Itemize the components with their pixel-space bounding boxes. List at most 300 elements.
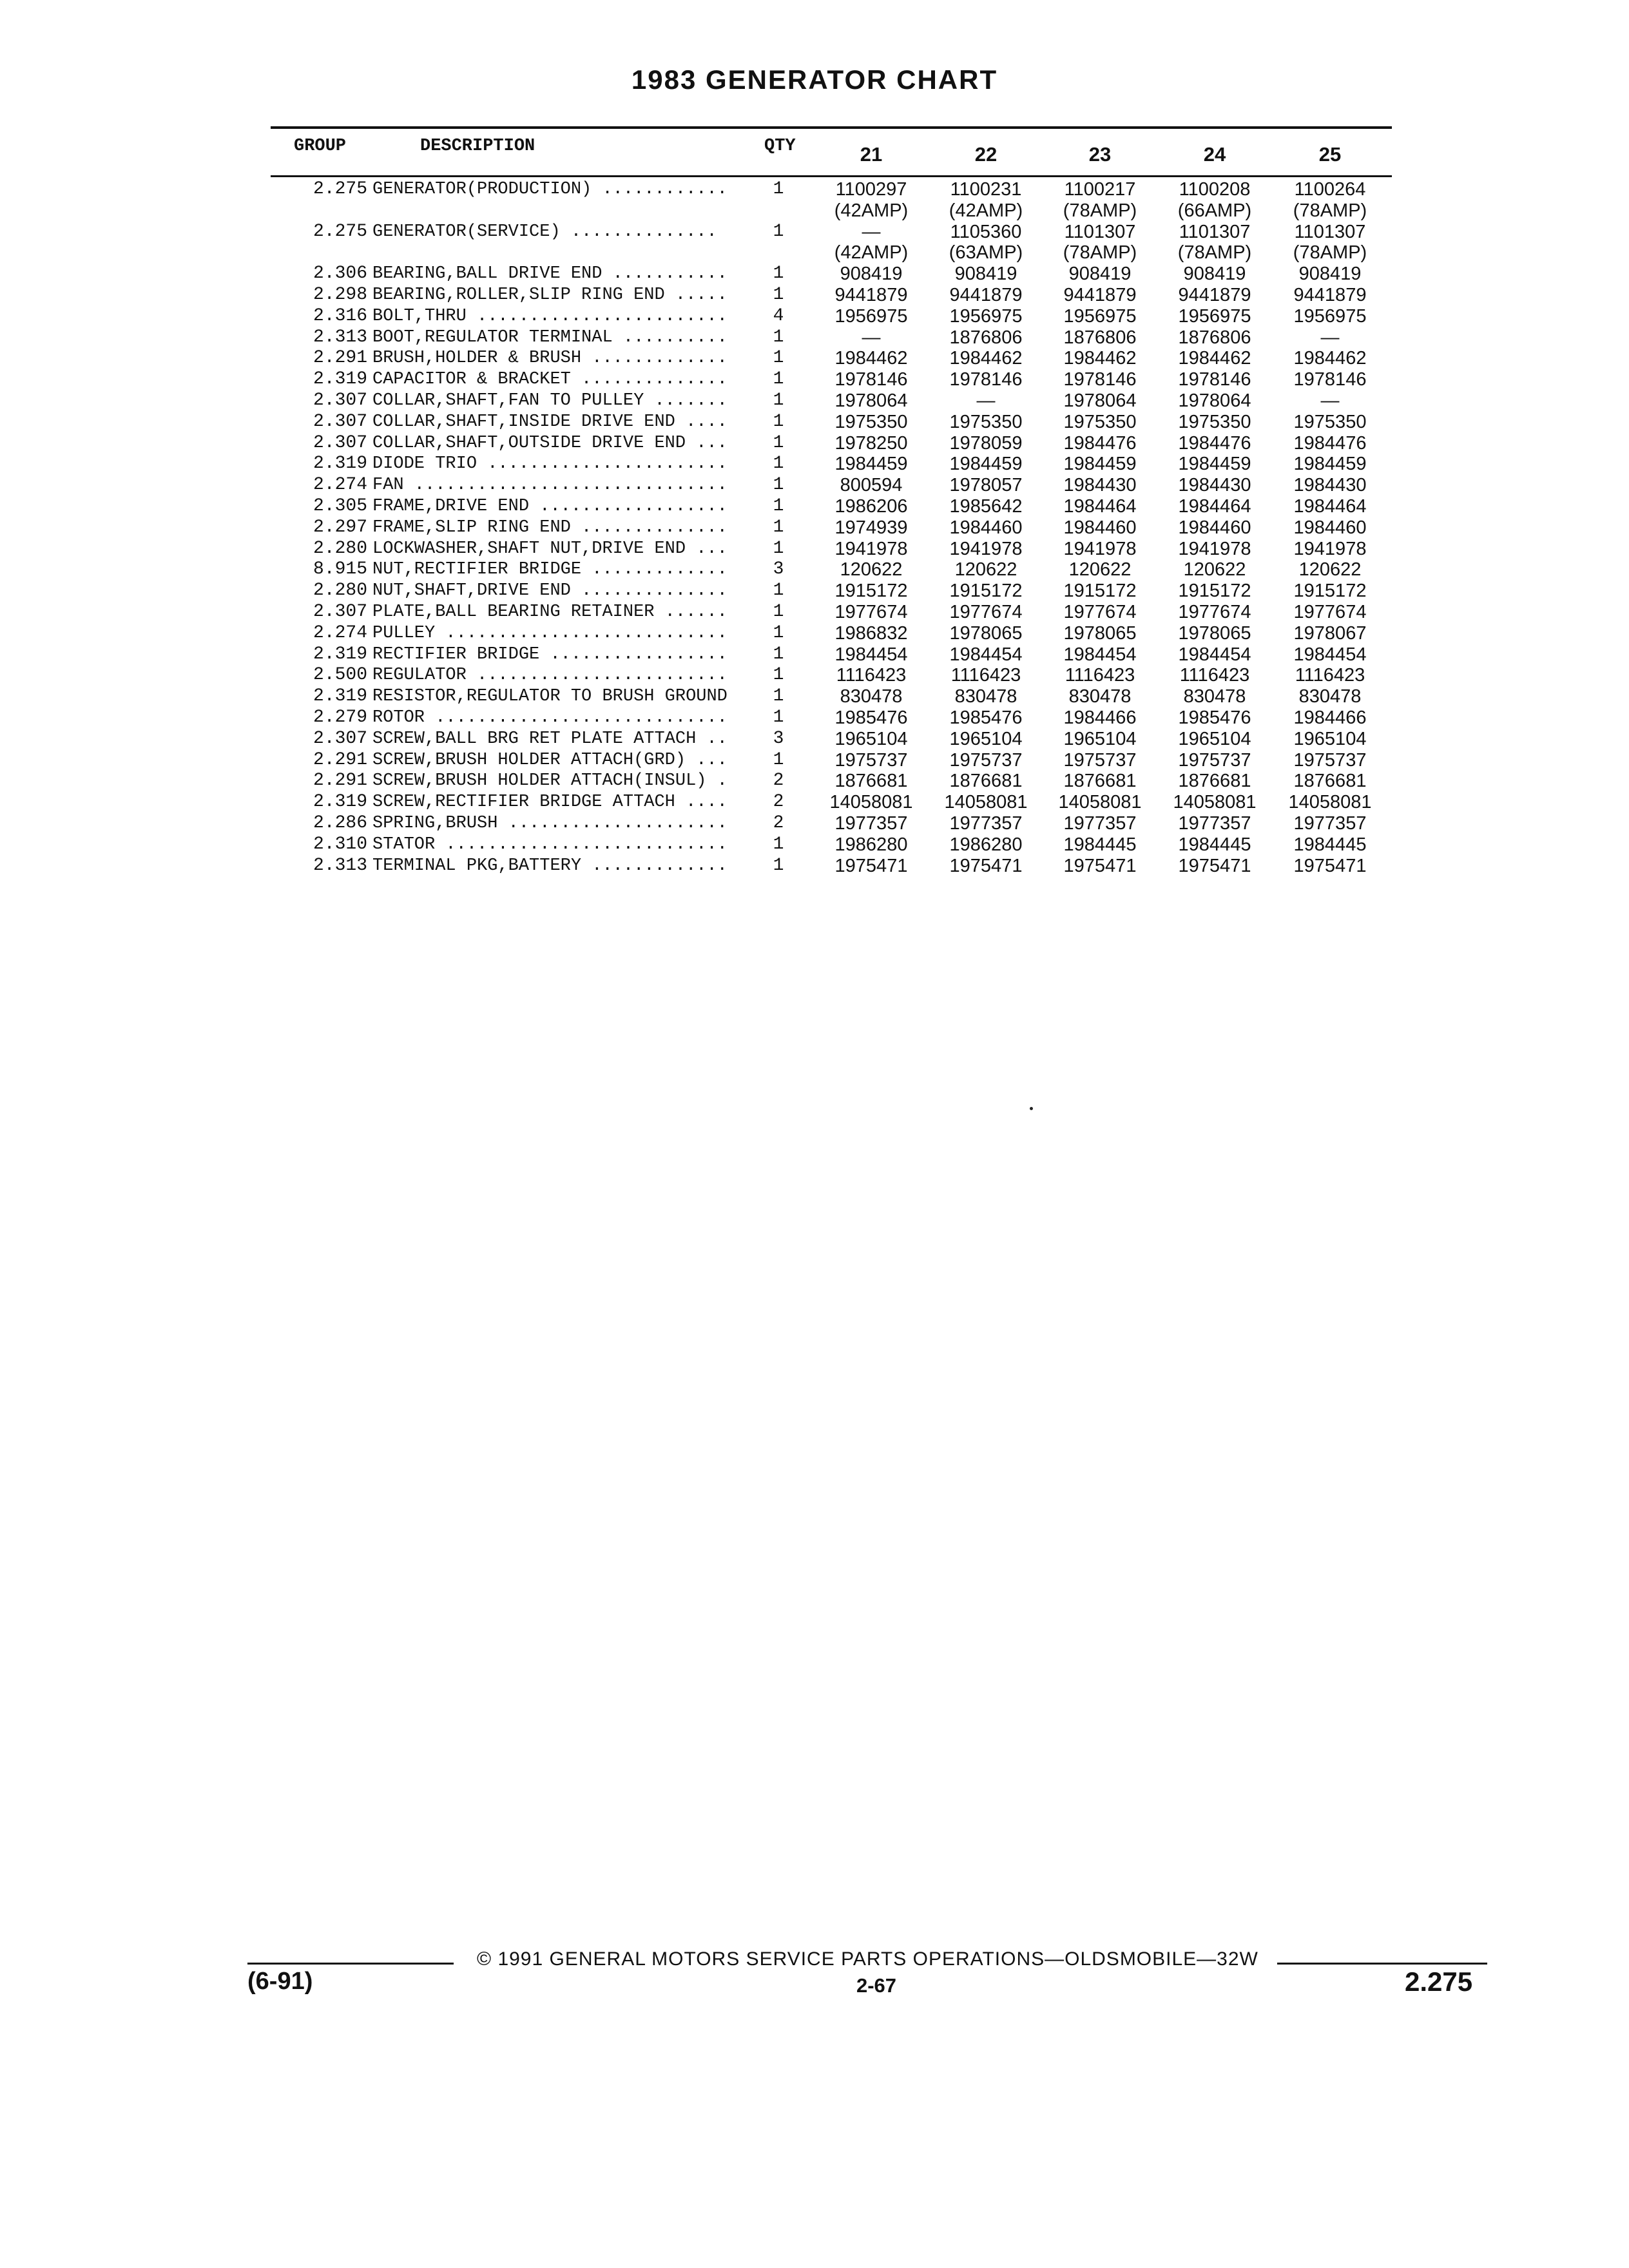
row-description: BEARING,BALL DRIVE END ........... [372, 264, 728, 284]
table-row [0, 285, 1629, 305]
row-group: 2.307 [313, 390, 367, 410]
row-value-col-22: 1105360 [950, 222, 1022, 242]
row-value-col-21: — [862, 222, 881, 242]
row-description: PLATE,BALL BEARING RETAINER ...... [372, 602, 728, 622]
row-value-col-21: (42AMP) [834, 200, 909, 221]
row-value-col-25: 1101307 [1294, 222, 1366, 242]
row-value-col-23: 1984430 [1063, 475, 1137, 495]
row-value-col-22: 1985642 [949, 496, 1023, 517]
row-qty: 1 [773, 327, 784, 347]
row-value-col-25: 1941978 [1293, 539, 1367, 559]
row-value-col-24: 1984459 [1178, 454, 1251, 474]
row-value-col-23: 1915172 [1063, 581, 1137, 601]
row-value-col-23: 1975350 [1063, 412, 1137, 432]
row-value-col-25: 1915172 [1293, 581, 1367, 601]
row-value-col-22: 1977357 [949, 813, 1023, 834]
footer-rule-right [1277, 1963, 1487, 1965]
table-row [0, 665, 1629, 686]
row-group: 2.319 [313, 686, 367, 706]
row-value-col-25: 1977674 [1293, 602, 1367, 622]
row-value-col-24: 1985476 [1178, 707, 1251, 728]
row-qty: 1 [773, 539, 784, 559]
row-value-col-22: 1975471 [949, 856, 1023, 876]
table-row [0, 623, 1629, 644]
row-value-col-22: 1978057 [949, 475, 1023, 495]
row-value-col-22: 120622 [954, 559, 1017, 580]
row-description: PULLEY ........................... [372, 624, 728, 643]
header-col-23: 23 [1088, 143, 1112, 166]
footer-date: (6-91) [247, 1968, 313, 1995]
row-value-col-23: 9441879 [1063, 285, 1137, 305]
row-value-col-22: 1941978 [949, 539, 1023, 559]
row-value-col-24: 830478 [1183, 686, 1246, 707]
row-value-col-25: (78AMP) [1293, 200, 1367, 221]
row-value-col-25: 1975471 [1293, 856, 1367, 876]
row-value-col-25: 1100264 [1294, 179, 1366, 200]
row-value-col-25: 1984459 [1293, 454, 1367, 474]
row-description: BRUSH,HOLDER & BRUSH ............. [372, 349, 728, 368]
row-value-col-25: 1975737 [1293, 750, 1367, 771]
row-value-col-24: 1915172 [1178, 581, 1251, 601]
row-value-col-21: 1974939 [834, 517, 908, 538]
row-group: 2.291 [313, 771, 367, 791]
row-value-col-24: 1956975 [1178, 306, 1251, 327]
row-group: 2.280 [313, 581, 367, 601]
row-value-col-23: 1977674 [1063, 602, 1137, 622]
row-value-col-25: — [1320, 327, 1340, 348]
row-value-col-25: 1978067 [1293, 623, 1367, 644]
row-value-col-21: 1984454 [834, 644, 908, 665]
row-value-col-21: 120622 [840, 559, 903, 580]
table-row [0, 856, 1629, 876]
row-value-col-23: 1984460 [1063, 517, 1137, 538]
row-value-col-25: 120622 [1298, 559, 1362, 580]
row-description: REGULATOR ........................ [372, 666, 728, 685]
row-description: ROTOR ............................ [372, 708, 728, 727]
row-value-col-21: 1975350 [834, 412, 908, 432]
table-row [0, 475, 1629, 495]
row-value-col-24: 1984462 [1178, 348, 1251, 369]
row-value-col-21: 1986206 [834, 496, 908, 517]
row-value-col-22: 1978065 [949, 623, 1023, 644]
row-qty: 1 [773, 433, 784, 453]
row-description: NUT,SHAFT,DRIVE END .............. [372, 581, 728, 601]
row-value-col-22: 1100231 [950, 179, 1022, 200]
row-group: 2.305 [313, 496, 367, 516]
row-value-col-25: 1876681 [1293, 771, 1367, 791]
table-row [0, 813, 1629, 834]
header-group: GROUP [294, 137, 347, 156]
row-value-col-24: 1978146 [1178, 369, 1251, 390]
row-qty: 1 [773, 644, 784, 664]
row-value-col-22: 1956975 [949, 306, 1023, 327]
row-description: NUT,RECTIFIER BRIDGE ............. [372, 560, 728, 579]
table-row [0, 834, 1629, 855]
table-row [0, 771, 1629, 791]
row-description: LOCKWASHER,SHAFT NUT,DRIVE END ... [372, 539, 728, 559]
row-qty: 1 [773, 496, 784, 516]
table-row [0, 348, 1629, 369]
table-row [0, 686, 1629, 707]
row-value-col-25: 1978146 [1293, 369, 1367, 390]
row-value-col-25: 1965104 [1293, 729, 1367, 749]
row-value-col-23: 1984462 [1063, 348, 1137, 369]
row-value-col-21: (42AMP) [834, 242, 909, 263]
row-value-col-24: 1977674 [1178, 602, 1251, 622]
row-value-col-24: 1116423 [1179, 665, 1250, 686]
row-value-col-24: 1978064 [1178, 390, 1251, 411]
row-value-col-25: 908419 [1298, 264, 1362, 284]
row-value-col-23: 1100217 [1064, 179, 1136, 200]
row-value-col-23: 1984459 [1063, 454, 1137, 474]
row-value-col-23: 1975471 [1063, 856, 1137, 876]
row-value-col-23: 830478 [1068, 686, 1132, 707]
row-group: 2.319 [313, 792, 367, 812]
row-value-col-21: 1978064 [834, 390, 908, 411]
row-value-col-24: 1984460 [1178, 517, 1251, 538]
row-value-col-22: 1986280 [949, 834, 1023, 855]
footer-rule-left [247, 1963, 454, 1965]
row-group: 2.319 [313, 369, 367, 389]
row-value-col-25: 1984460 [1293, 517, 1367, 538]
row-qty: 1 [773, 369, 784, 389]
row-value-col-22: 1984454 [949, 644, 1023, 665]
row-value-col-24: 9441879 [1178, 285, 1251, 305]
row-description: RECTIFIER BRIDGE ................. [372, 645, 728, 664]
row-value-col-22: 1965104 [949, 729, 1023, 749]
row-qty: 1 [773, 834, 784, 854]
row-qty: 1 [773, 390, 784, 410]
header-col-22: 22 [974, 143, 998, 166]
row-value-col-25: 1984462 [1293, 348, 1367, 369]
footer-section-number: 2.275 [1405, 1966, 1473, 1997]
row-value-col-23: 1977357 [1063, 813, 1137, 834]
row-value-col-23: (78AMP) [1063, 242, 1137, 263]
table-row [0, 602, 1629, 622]
row-description: BOOT,REGULATOR TERMINAL .......... [372, 328, 728, 347]
footer-copyright: © 1991 GENERAL MOTORS SERVICE PARTS OPERATIONS—OLDSMOBILE—32W [477, 1948, 1258, 1970]
row-value-col-24: 1984445 [1178, 834, 1251, 855]
row-group: 2.274 [313, 475, 367, 495]
row-group: 8.915 [313, 559, 367, 579]
row-value-col-24: 1965104 [1178, 729, 1251, 749]
row-group: 2.319 [313, 644, 367, 664]
row-qty: 2 [773, 771, 784, 791]
row-description: COLLAR,SHAFT,FAN TO PULLEY ....... [372, 391, 728, 410]
row-group: 2.275 [313, 179, 367, 199]
row-description: SCREW,BRUSH HOLDER ATTACH(GRD) ... [372, 751, 728, 770]
row-value-col-25: 9441879 [1293, 285, 1367, 305]
table-row [0, 433, 1629, 454]
row-qty: 3 [773, 559, 784, 579]
row-value-col-25: 1956975 [1293, 306, 1367, 327]
row-qty: 2 [773, 813, 784, 833]
row-description: COLLAR,SHAFT,OUTSIDE DRIVE END ... [372, 434, 728, 453]
row-value-col-22: (63AMP) [949, 242, 1023, 263]
row-value-col-23: 1116423 [1065, 665, 1135, 686]
row-value-col-25: (78AMP) [1293, 242, 1367, 263]
row-group: 2.298 [313, 285, 367, 305]
row-qty: 1 [773, 581, 784, 601]
row-value-col-23: 1876681 [1063, 771, 1137, 791]
row-qty: 1 [773, 475, 784, 495]
row-value-col-21: 1986832 [834, 623, 908, 644]
row-qty: 1 [773, 348, 784, 368]
row-value-col-23: 1984464 [1063, 496, 1137, 517]
table-row [0, 496, 1629, 517]
row-value-col-25: 14058081 [1288, 792, 1372, 812]
row-qty: 1 [773, 285, 784, 305]
row-group: 2.306 [313, 264, 367, 284]
table-row [0, 327, 1629, 348]
row-value-col-22: 1978146 [949, 369, 1023, 390]
row-qty: 1 [773, 412, 784, 432]
row-value-col-23: 1965104 [1063, 729, 1137, 749]
row-value-col-24: 1978065 [1178, 623, 1251, 644]
row-value-col-22: — [976, 390, 996, 411]
table-row [0, 539, 1629, 559]
table-row [0, 559, 1629, 580]
table-row [0, 412, 1629, 432]
table-row [0, 729, 1629, 749]
print-speck [1030, 1107, 1033, 1110]
row-value-col-21: 1978146 [834, 369, 908, 390]
row-group: 2.313 [313, 856, 367, 876]
table-row [0, 306, 1629, 327]
header-qty: QTY [764, 137, 796, 156]
row-qty: 1 [773, 602, 784, 622]
header-col-21: 21 [860, 143, 883, 166]
row-value-col-21: 1116423 [836, 665, 907, 686]
row-group: 2.313 [313, 327, 367, 347]
table-top-rule [271, 126, 1392, 129]
row-value-col-21: 1941978 [834, 539, 908, 559]
row-description: RESISTOR,REGULATOR TO BRUSH GROUND [372, 687, 728, 706]
row-value-col-21: 9441879 [834, 285, 908, 305]
row-value-col-24: 1975737 [1178, 750, 1251, 771]
row-value-col-24: 1984464 [1178, 496, 1251, 517]
row-qty: 2 [773, 792, 784, 812]
row-value-col-25: 1984464 [1293, 496, 1367, 517]
row-qty: 3 [773, 729, 784, 749]
table-row [0, 200, 1629, 221]
row-value-col-21: 1100297 [835, 179, 907, 200]
row-group: 2.275 [313, 222, 367, 242]
row-value-col-25: 1984430 [1293, 475, 1367, 495]
row-group: 2.307 [313, 602, 367, 622]
row-value-col-21: 1986280 [834, 834, 908, 855]
row-group: 2.291 [313, 750, 367, 770]
row-description: BOLT,THRU ........................ [372, 307, 728, 326]
row-value-col-25: 830478 [1298, 686, 1362, 707]
table-row [0, 179, 1629, 200]
row-description: FRAME,DRIVE END .................. [372, 497, 728, 516]
row-value-col-25: 1984476 [1293, 433, 1367, 454]
row-value-col-24: 1876681 [1178, 771, 1251, 791]
row-value-col-24: 1101307 [1179, 222, 1251, 242]
table-row [0, 264, 1629, 284]
row-value-col-22: 1975350 [949, 412, 1023, 432]
row-value-col-25: 1116423 [1295, 665, 1365, 686]
row-value-col-23: 1956975 [1063, 306, 1137, 327]
row-value-col-23: 120622 [1068, 559, 1132, 580]
row-value-col-22: 1876681 [949, 771, 1023, 791]
row-value-col-21: — [862, 327, 881, 348]
row-value-col-21: 1984459 [834, 454, 908, 474]
row-value-col-24: 120622 [1183, 559, 1246, 580]
row-value-col-21: 1985476 [834, 707, 908, 728]
row-value-col-24: 1975471 [1178, 856, 1251, 876]
row-value-col-25: 1977357 [1293, 813, 1367, 834]
row-description: BEARING,ROLLER,SLIP RING END ..... [372, 285, 728, 305]
row-value-col-22: 1116423 [950, 665, 1021, 686]
row-value-col-25: 1984454 [1293, 644, 1367, 665]
table-row [0, 222, 1629, 242]
row-value-col-22: 1984460 [949, 517, 1023, 538]
row-value-col-21: 1915172 [834, 581, 908, 601]
row-value-col-24: (78AMP) [1177, 242, 1252, 263]
footer-page-number: 2-67 [856, 1974, 897, 1997]
row-value-col-22: 9441879 [949, 285, 1023, 305]
row-qty: 1 [773, 264, 784, 284]
row-value-col-22: 1975737 [949, 750, 1023, 771]
row-value-col-22: 1876806 [949, 327, 1023, 348]
row-value-col-24: 1977357 [1178, 813, 1251, 834]
row-description: TERMINAL PKG,BATTERY ............. [372, 856, 728, 876]
table-row [0, 390, 1629, 411]
row-value-col-21: 1977674 [834, 602, 908, 622]
row-value-col-22: 1977674 [949, 602, 1023, 622]
table-row [0, 242, 1629, 263]
row-value-col-23: (78AMP) [1063, 200, 1137, 221]
table-row [0, 369, 1629, 390]
row-description: DIODE TRIO ....................... [372, 454, 728, 474]
row-value-col-25: — [1320, 390, 1340, 411]
row-description: SCREW,BRUSH HOLDER ATTACH(INSUL) . [372, 771, 728, 791]
table-row [0, 581, 1629, 601]
table-row [0, 517, 1629, 538]
row-description: SCREW,BALL BRG RET PLATE ATTACH .. [372, 729, 728, 749]
row-qty: 1 [773, 179, 784, 199]
row-value-col-24: 1100208 [1179, 179, 1251, 200]
row-qty: 1 [773, 454, 784, 474]
row-description: COLLAR,SHAFT,INSIDE DRIVE END .... [372, 412, 728, 432]
row-description: FRAME,SLIP RING END .............. [372, 518, 728, 537]
table-row [0, 792, 1629, 812]
row-group: 2.274 [313, 623, 367, 643]
row-value-col-23: 1941978 [1063, 539, 1137, 559]
row-qty: 1 [773, 707, 784, 727]
row-value-col-21: 908419 [840, 264, 903, 284]
table-row [0, 707, 1629, 728]
row-value-col-25: 1984466 [1293, 707, 1367, 728]
row-description: CAPACITOR & BRACKET .............. [372, 370, 728, 389]
row-value-col-23: 1984445 [1063, 834, 1137, 855]
row-group: 2.307 [313, 412, 367, 432]
row-description: SCREW,RECTIFIER BRIDGE ATTACH .... [372, 793, 728, 812]
row-value-col-24: 14058081 [1173, 792, 1257, 812]
row-qty: 1 [773, 665, 784, 685]
row-qty: 1 [773, 686, 784, 706]
row-qty: 1 [773, 750, 784, 770]
row-value-col-22: 1915172 [949, 581, 1023, 601]
row-value-col-22: (42AMP) [949, 200, 1023, 221]
row-value-col-23: 1984466 [1063, 707, 1137, 728]
row-value-col-24: (66AMP) [1177, 200, 1252, 221]
row-group: 2.316 [313, 306, 367, 326]
row-value-col-21: 1984462 [834, 348, 908, 369]
header-col-24: 24 [1203, 143, 1226, 166]
row-value-col-23: 1984454 [1063, 644, 1137, 665]
row-group: 2.319 [313, 454, 367, 474]
row-value-col-22: 1985476 [949, 707, 1023, 728]
row-value-col-22: 1978059 [949, 433, 1023, 454]
row-value-col-23: 1101307 [1064, 222, 1136, 242]
row-qty: 4 [773, 306, 784, 326]
header-description: DESCRIPTION [420, 137, 535, 156]
row-value-col-22: 1984459 [949, 454, 1023, 474]
row-group: 2.310 [313, 834, 367, 854]
header-rule [271, 175, 1392, 177]
row-value-col-22: 1984462 [949, 348, 1023, 369]
row-group: 2.291 [313, 348, 367, 368]
row-value-col-24: 1975350 [1178, 412, 1251, 432]
row-value-col-24: 908419 [1183, 264, 1246, 284]
row-description: GENERATOR(SERVICE) .............. [372, 222, 717, 242]
row-value-col-23: 1975737 [1063, 750, 1137, 771]
row-value-col-24: 1876806 [1178, 327, 1251, 348]
row-qty: 1 [773, 623, 784, 643]
row-value-col-24: 1941978 [1178, 539, 1251, 559]
row-value-col-23: 1978064 [1063, 390, 1137, 411]
row-value-col-25: 1975350 [1293, 412, 1367, 432]
row-value-col-23: 1876806 [1063, 327, 1137, 348]
row-group: 2.307 [313, 433, 367, 453]
row-value-col-24: 1984476 [1178, 433, 1251, 454]
row-value-col-23: 1984476 [1063, 433, 1137, 454]
table-row [0, 454, 1629, 474]
row-qty: 1 [773, 222, 784, 242]
row-group: 2.500 [313, 665, 367, 685]
row-value-col-21: 1975737 [834, 750, 908, 771]
row-group: 2.279 [313, 707, 367, 727]
row-group: 2.280 [313, 539, 367, 559]
row-value-col-23: 1978146 [1063, 369, 1137, 390]
row-group: 2.307 [313, 729, 367, 749]
row-value-col-21: 1965104 [834, 729, 908, 749]
row-value-col-21: 1876681 [834, 771, 908, 791]
row-group: 2.297 [313, 517, 367, 537]
row-value-col-25: 1984445 [1293, 834, 1367, 855]
header-col-25: 25 [1318, 143, 1342, 166]
row-value-col-21: 14058081 [829, 792, 913, 812]
row-value-col-21: 1978250 [834, 433, 908, 454]
row-value-col-24: 1984430 [1178, 475, 1251, 495]
row-description: FAN .............................. [372, 476, 728, 495]
row-value-col-21: 830478 [840, 686, 903, 707]
table-row [0, 750, 1629, 771]
row-group: 2.286 [313, 813, 367, 833]
row-value-col-23: 1978065 [1063, 623, 1137, 644]
page-title: 1983 GENERATOR CHART [631, 64, 998, 95]
row-value-col-23: 908419 [1068, 264, 1132, 284]
row-value-col-21: 1956975 [834, 306, 908, 327]
row-value-col-23: 14058081 [1058, 792, 1142, 812]
row-description: GENERATOR(PRODUCTION) ............ [372, 180, 728, 199]
row-qty: 1 [773, 517, 784, 537]
row-value-col-22: 830478 [954, 686, 1017, 707]
row-value-col-21: 1977357 [834, 813, 908, 834]
